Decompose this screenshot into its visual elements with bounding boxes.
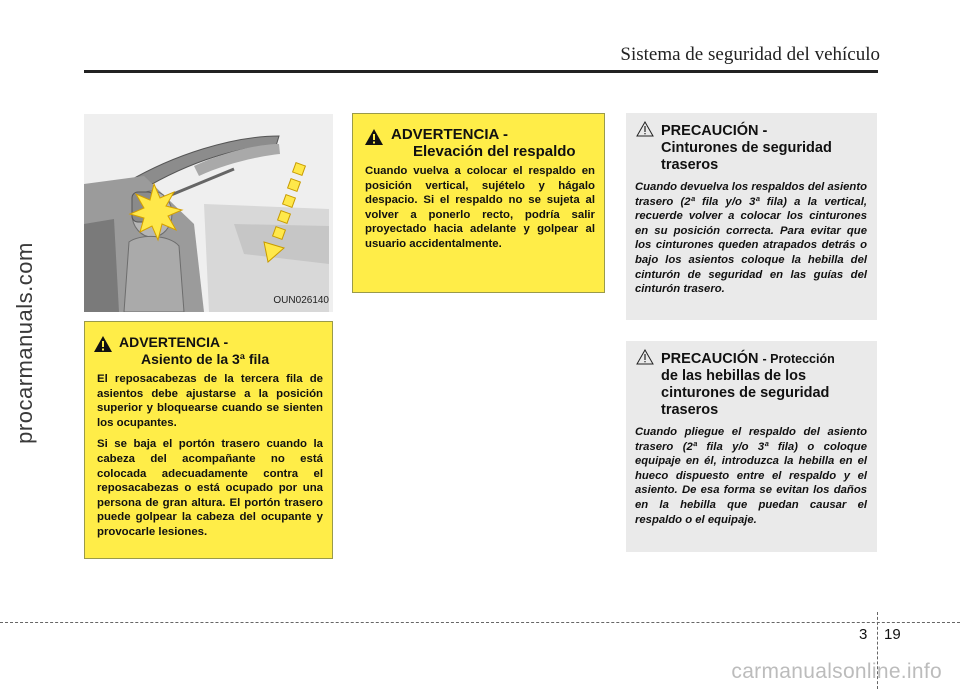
caution-title-rest: - Protección <box>762 352 835 366</box>
headrest-illustration <box>84 114 333 312</box>
caution-subtitle-2: traseros <box>661 157 719 173</box>
chapter-number: 3 <box>859 626 868 643</box>
caution-body: Cuando devuelva los respaldos del asiento trasero (2ª fila y/o 3ª fila) a la vertical, recuerde volver a colocar los cinturones en su posición correcta. Para evitar que los cinturones queden atrapados detrás o bajo los asientos coloque la hebilla del cinturón de seguridad en las guías del cinturón trasero. <box>635 181 867 296</box>
page-number: 19 <box>884 626 901 643</box>
warning-title <box>97 334 323 368</box>
caution-subtitle-1: Cinturones de seguridad <box>661 140 832 156</box>
illustration-graphic <box>84 114 333 312</box>
warning-subtitle: Elevación del respaldo <box>413 143 576 160</box>
caution-triangle-icon <box>636 349 654 365</box>
caution-subtitle-2: cinturones de seguridad <box>661 385 830 401</box>
side-watermark: procarmanuals.com <box>12 242 37 444</box>
caution-title <box>635 351 867 419</box>
bottom-watermark: carmanualsonline.info <box>731 660 942 683</box>
warning-body-2: Si se baja el portón trasero cuando la cabeza del acompañante no está colocada adecuadamente contra el reposacabezas o está ocupado por una persona de gran altura. El portón trasero puede golpear la cabeza del ocupante y provocarle lesiones. <box>97 438 323 538</box>
header-rule <box>84 70 878 73</box>
warning-subtitle: Asiento de la 3ª fila <box>141 351 270 367</box>
warning-body-1: El reposacabezas de la tercera fila de asientos debe ajustarse a la posición superior y bloquearse cuando se sienten los ocupantes. <box>97 373 323 429</box>
caution-subtitle-3: traseros <box>661 402 719 418</box>
caution-subtitle-1: de las hebillas de los <box>661 368 807 384</box>
warning-title-label: ADVERTENCIA - <box>119 334 229 350</box>
warning-box-seatback <box>352 113 605 293</box>
warning-triangle-icon <box>93 335 113 353</box>
warning-body: Cuando vuelva a colocar el respaldo en posición vertical, sujételo y hágalo despacio. Si el respaldo no se sujeta al volver a ponerlo recto, podría salir proyectado hacia adelante y golpear al usuario accidentalmente. <box>365 165 595 250</box>
warning-triangle-icon <box>364 128 384 146</box>
footer-rule <box>0 622 960 623</box>
caution-triangle-icon <box>636 121 654 137</box>
warning-box-third-row <box>84 321 333 559</box>
caution-title-label: PRECAUCIÓN - <box>661 123 768 139</box>
warning-title <box>365 126 595 160</box>
warning-title-label: ADVERTENCIA - <box>391 126 508 143</box>
caution-box-belts <box>626 113 877 320</box>
caution-body: Cuando pliegue el respaldo del asiento trasero (2ª fila y/o 3ª fila) o coloque equipaje en él, introduzca la hebilla en el hueco dispuesto entre el respaldo y el asiento. De esa forma se evitan los daños en la hebilla que puedan causar el respaldo o el equipaje. <box>635 426 867 526</box>
caution-title-label: PRECAUCIÓN <box>661 351 759 367</box>
caution-box-buckles <box>626 341 877 552</box>
caution-title <box>635 123 867 174</box>
running-head: Sistema de seguridad del vehículo <box>620 44 880 65</box>
figure-code: OUN026140 <box>273 295 329 306</box>
